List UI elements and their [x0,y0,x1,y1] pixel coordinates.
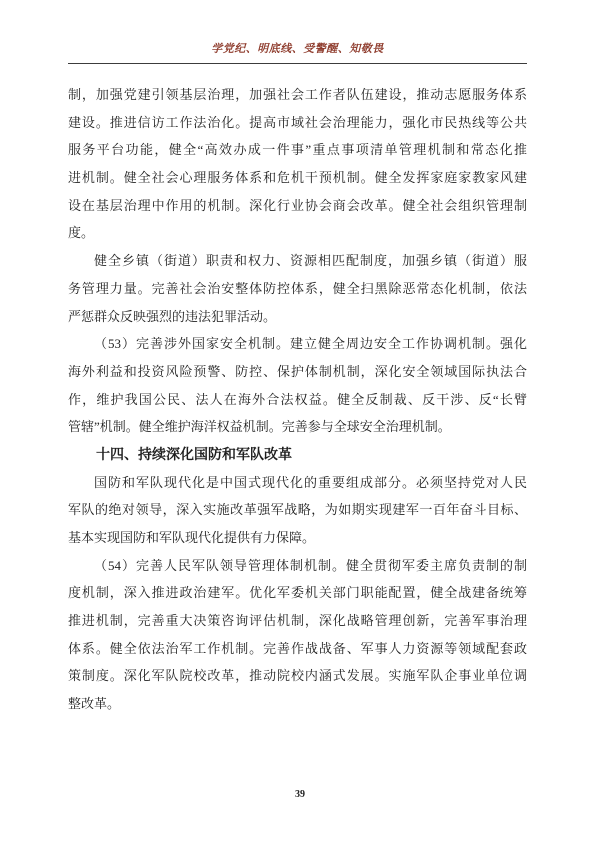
text-line: 管辖”机制。健全维护海洋权益机制。完善参与全球安全治理机制。 [68,419,451,435]
text-line: （53）完善涉外国家安全机制。建立健全周边安全工作协调机制。强化 [94,336,527,352]
page-number: 39 [295,789,305,800]
text-line: 海外利益和投资风险预警、防控、保护体制机制，深化安全领域国际执法合 [68,363,527,379]
text-line: 基本实现国防和军队现代化提供有力保障。 [68,530,316,545]
text-line: 健全乡镇（街道）职责和权力、资源相匹配制度，加强乡镇（街道）服 [94,253,527,269]
header-banner-title: 学党纪、明底线、受警醒、知敬畏 [211,43,384,55]
document-body [68,81,527,718]
text-line: 策制度。深化军队院校改革，推动院校内涵式发展。实施军队企事业单位调 [68,668,527,684]
text-line: 国防和军队现代化是中国式现代化的重要组成部分。必须坚持党对人民 [94,474,527,490]
text-line: 进机制。健全社会心理服务体系和危机干预机制。健全发挥家庭家教家风建 [68,170,527,186]
text-line: 军队的绝对领导，深入实施改革强军战略，为如期实现建军一百年奋斗目标、 [68,502,527,518]
text-line: 推进机制，完善重大决策咨询评估机制，深化战略管理创新，完善军事治理 [68,613,527,629]
text-line: 严惩群众反映强烈的违法犯罪活动。 [68,308,277,324]
text-line: 度。 [68,225,95,241]
text-line: 务管理力量。完善社会治安整体防控体系，健全扫黑除恶常态化机制，依法 [68,280,527,296]
text-line: 度机制，深入推进政治建军。优化军委机关部门职能配置，健全战建备统筹 [68,585,527,601]
text-line: 制，加强党建引领基层治理，加强社会工作者队伍建设，推动志愿服务体系 [68,87,527,102]
section-heading: 十四、持续深化国防和军队改革 [96,445,292,462]
text-line: 建设。推进信访工作法治化。提高市域社会治理能力，强化市民热线等公共 [68,114,527,130]
text-line: 体系。健全依法治军工作机制。完善作战战备、军事人力资源等领域配套政 [68,640,527,656]
text-line: 作，维护我国公民、法人在海外合法权益。健全反制裁、反干涉、反“长臂 [68,391,527,407]
text-line: （54）完善人民军队领导管理体制机制。健全贯彻军委主席负责制的制 [94,557,527,573]
text-line: 整改革。 [68,696,121,712]
text-line: 服务平台功能，健全“高效办成一件事”重点事项清单管理机制和常态化推 [68,142,527,158]
text-line: 设在基层治理中作用的机制。深化行业协会商会改革。健全社会组织管理制 [68,197,527,213]
header-rule [68,63,527,64]
